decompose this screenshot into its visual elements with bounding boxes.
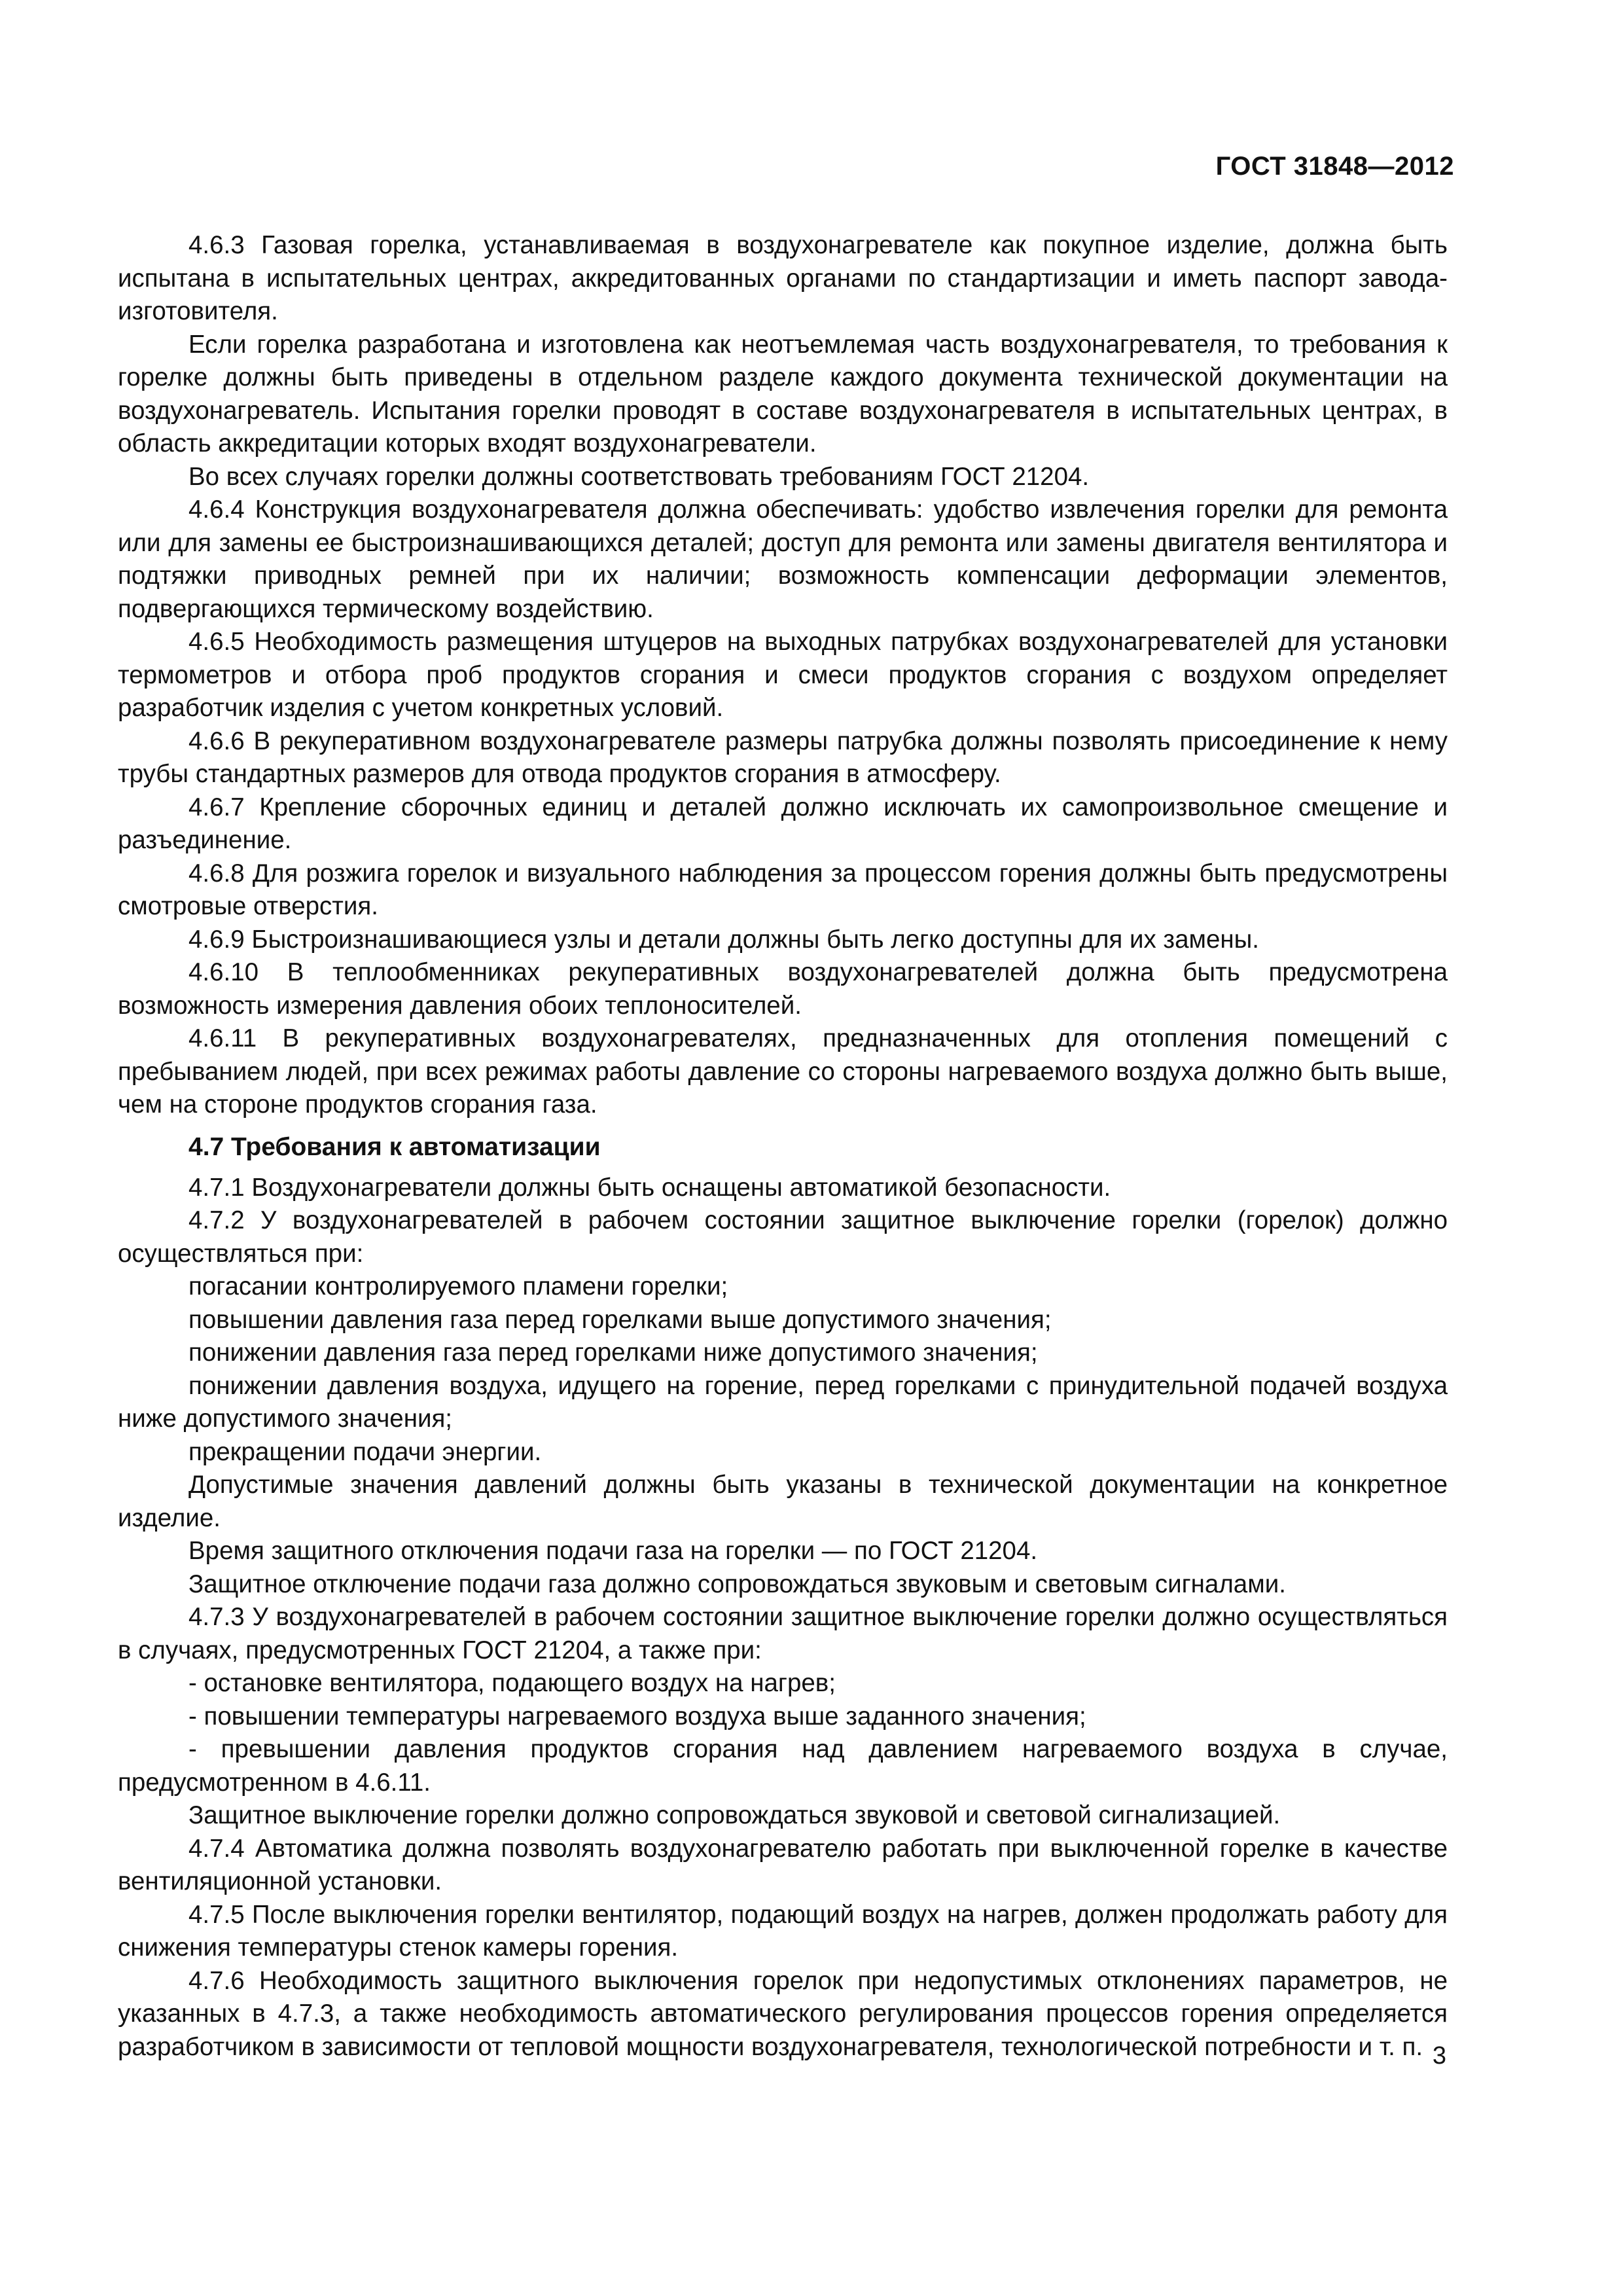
paragraph: Допустимые значения давлений должны быть указаны в технической документации на конкретное изделие. (118, 1471, 1448, 1532)
paragraph: 4.7.6 Необходимость защитного выключения горелок при недопустимых отклонениях параметров, не указанных в 4.7.3, а также необходимость автоматического регулирования процессов горения определяется разработчиком в зависимости от тепловой мощности воздухонагревателя, технологической потребности и т. п. (118, 1966, 1448, 2061)
paragraph: 4.6.3 Газовая горелка, устанавливаемая в воздухонагревателе как покупное изделие, должна быть испытана в испытательных центрах, аккредитованных органами по стандартизации и иметь паспорт завода-изготовителя. (118, 231, 1448, 325)
paragraph: Во всех случаях горелки должны соответствовать требованиям ГОСТ 21204. (188, 462, 1090, 491)
paragraph: 4.6.5 Необходимость размещения штуцеров на выходных патрубках воздухонагревателей для установки термометров и отбора проб продуктов сгорания и смеси продуктов сгорания с воздухом определяет разработчик изделия с учетом конкретных условий. (118, 628, 1448, 722)
paragraph: 4.6.10 В теплообменниках рекуперативных воздухонагревателей должна быть предусмотрена возможность измерения давления обоих теплоносителей. (118, 958, 1448, 1020)
list-item: понижении давления воздуха, идущего на горение, перед горелками с принудительной подачей воздуха ниже допустимого значения; (118, 1371, 1448, 1433)
paragraph: Если горелка разработана и изготовлена как неотъемлемая часть воздухонагревателя, то требования к горелке должны быть приведены в отдельном разделе каждого документа технической документации на воздухонагреватель. Испытания горелки проводят в составе воздухонагревателя в испытательных центрах, в область аккредитации которых входят воздухонагреватели. (118, 330, 1448, 457)
paragraph: 4.7.4 Автоматика должна позволять воздухонагревателю работать при выключенной горелке в качестве вентиляционной установки. (118, 1834, 1448, 1895)
paragraph: 4.7.1 Воздухонагреватели должны быть оснащены автоматикой безопасности. (188, 1173, 1111, 1202)
list-item: - остановке вентилятора, подающего воздух на нагрев; (188, 1669, 836, 1697)
document-header: ГОСТ 31848—2012 (1215, 152, 1454, 181)
paragraph: 4.6.4 Конструкция воздухонагревателя должна обеспечивать: удобство извлечения горелки для ремонта или для замены ее быстроизнашивающихся деталей; доступ для ремонта или замены двигателя вентилятора и подтяжки приводных ремней при их наличии; возможность компенсации деформации элементов, подвергающихся термическому воздействию. (118, 495, 1448, 623)
list-item: понижении давления газа перед горелками ниже допустимого значения; (188, 1338, 1038, 1367)
paragraph: Защитное отключение подачи газа должно сопровождаться звуковым и световым сигналами. (188, 1570, 1286, 1598)
list-item: - превышении давления продуктов сгорания над давлением нагреваемого воздуха в случае, предусмотренном в 4.6.11. (118, 1735, 1448, 1797)
list-item: - повышении температуры нагреваемого воздуха выше заданного значения; (188, 1702, 1086, 1731)
section-heading: 4.7 Требования к автоматизации (188, 1132, 601, 1161)
document-body (118, 229, 1448, 2064)
paragraph: 4.6.8 Для розжига горелок и визуального наблюдения за процессом горения должны быть предусмотрены смотровые отверстия. (118, 859, 1448, 920)
paragraph: 4.6.6 В рекуперативном воздухонагревателе размеры патрубка должны позволять присоединение к нему трубы стандартных размеров для отвода продуктов сгорания в атмосферу. (118, 726, 1448, 788)
paragraph: 4.6.9 Быстроизнашивающиеся узлы и детали должны быть легко доступны для их замены. (188, 925, 1259, 954)
list-item: повышении давления газа перед горелками выше допустимого значения; (188, 1305, 1052, 1334)
paragraph: 4.7.3 У воздухонагревателей в рабочем состоянии защитное выключение горелки должно осуществляться в случаях, предусмотренных ГОСТ 21204, а также при: (118, 1603, 1448, 1664)
page-number: 3 (1432, 2042, 1446, 2070)
paragraph: 4.7.2 У воздухонагревателей в рабочем состоянии защитное выключение горелки (горелок) должно осуществляться при: (118, 1206, 1448, 1268)
list-item: прекращении подачи энергии. (188, 1437, 542, 1466)
paragraph: 4.6.7 Крепление сборочных единиц и деталей должно исключать их самопроизвольное смещение и разъединение. (118, 793, 1448, 854)
paragraph: Защитное выключение горелки должно сопровождаться звуковой и световой сигнализацией. (188, 1801, 1281, 1829)
paragraph: Время защитного отключения подачи газа на горелки — по ГОСТ 21204. (188, 1537, 1038, 1565)
paragraph: 4.7.5 После выключения горелки вентилятор, подающий воздух на нагрев, должен продолжать работу для снижения температуры стенок камеры горения. (118, 1900, 1448, 1962)
paragraph: 4.6.11 В рекуперативных воздухонагревателях, предназначенных для отопления помещений с пребыванием людей, при всех режимах работы давление со стороны нагреваемого воздуха должно быть выше, чем на стороне продуктов сгорания газа. (118, 1024, 1448, 1119)
list-item: погасании контролируемого пламени горелки; (188, 1272, 728, 1300)
